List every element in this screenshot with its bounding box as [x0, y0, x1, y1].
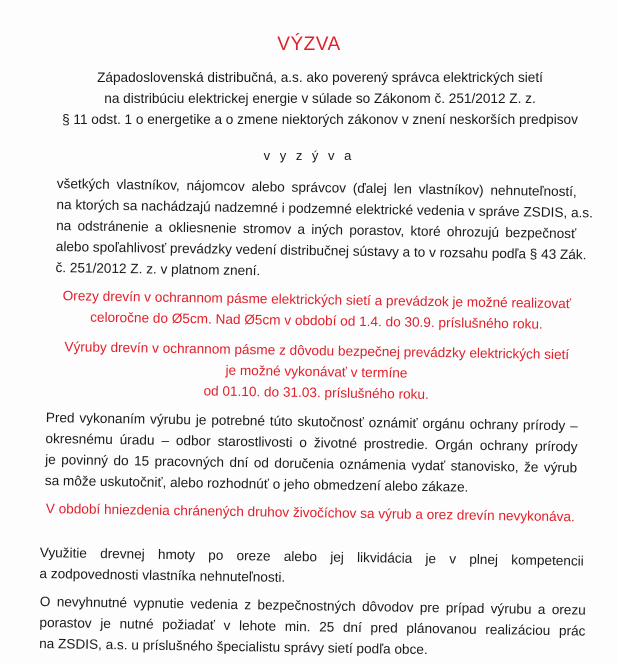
intro-block — [40, 67, 600, 130]
vypnutie-paragraph — [39, 591, 586, 663]
paragraph-line: okresnému úradu – odbor starostlivosti o životné prostredie. Orgán ochrany prírody — [45, 430, 578, 455]
document-title: VÝZVA — [277, 34, 341, 55]
hniezdenie-notice — [45, 498, 575, 527]
vyruby-paragraph — [51, 336, 582, 407]
paragraph-line: sa môže uskutočniť, alebo rozhodnúť o jeho obmedzení alebo zákaze. — [44, 472, 469, 495]
vyzyva-heading: v y z ý v a — [263, 148, 355, 163]
paragraph-line: Výruby drevín v ochrannom pásme z dôvodu bezpečnej prevádzky elektrických sietí — [64, 339, 570, 363]
paragraph-line: porastov je nutné požiadať v lehote min. 25 dní pred plánovanou realizáciou prác — [39, 614, 586, 639]
paragraph-line: V období hniezdenia chránených druhov živočíchov sa výrub a orez drevín nevykonáva. — [45, 500, 575, 525]
paragraph-line: na ZSDIS, a.s. u príslušného špecialistu správy sietí podľa obce. — [39, 635, 428, 658]
paragraph-line: Využitie drevnej hmoty po oreze alebo jej likvidácia je v plnej kompetencii — [39, 544, 584, 569]
paragraph-line: č. 251/2012 Z. z. v platnom znení. — [55, 259, 261, 279]
paragraph-line: všetkých vlastníkov, nájomcov alebo správcov (ďalej len vlastníkov) nehnuteľností, — [56, 175, 577, 200]
intro-line: § 11 odst. 1 o energetike a o zmene niektorých zákonov v znení neskorších predpisov — [62, 112, 578, 127]
intro-line: na distribúciu elektrickej energie v súlade so Zákonom č. 251/2012 Z. z. — [104, 91, 536, 106]
paragraph-line: celoročne do Ø5cm. Nad Ø5cm v období od 1.4. do 30.9. príslušného roku. — [90, 309, 543, 332]
paragraph-line: od 01.10. do 31.03. príslušného roku. — [203, 383, 429, 402]
paragraph-line: alebo spoľahlivosť prevádzky vedení distribučnej sústavy a to v rozsahu podľa § 43 Zák. — [55, 238, 587, 263]
paragraph-line: a zodpovednosti vlastníka nehnuteľnosti. — [39, 565, 286, 585]
pred-vyrubom-paragraph — [45, 407, 578, 499]
paragraph-line: je povinný do 15 pracovných dní od doručenia oznámenia vydať stanovisko, že výrub — [45, 451, 578, 476]
owners-paragraph — [55, 173, 594, 286]
paragraph-line: Orezy drevín v ochrannom pásme elektrických sietí a prevádzok je možné realizovať — [62, 288, 572, 312]
orezy-paragraph — [51, 285, 582, 335]
paragraph-line: Pred vykonaním výrubu je potrebné túto skutočnosť oznámiť orgánu ochrany prírody – — [45, 409, 578, 434]
paragraph-line: je možné vykonávať v termíne — [225, 362, 408, 381]
paragraph-line: na odstránenie a okliesnenie stromov a iných porastov, ktoré ohrozujú bezpečnosť — [56, 217, 577, 242]
intro-line: Západoslovenská distribučná, a.s. ako poverený správca elektrických sietí — [97, 70, 543, 85]
paragraph-line: na ktorých sa nachádzajú nadzemné i podzemné elektrické vedenia v správe ZSDIS, a.s. — [56, 196, 594, 221]
paragraph-line: O nevyhnutné vypnutie vedenia z bezpečnostných dôvodov pre prípad výrubu a orezu — [39, 593, 586, 618]
drevna-hmota-paragraph — [39, 542, 584, 593]
